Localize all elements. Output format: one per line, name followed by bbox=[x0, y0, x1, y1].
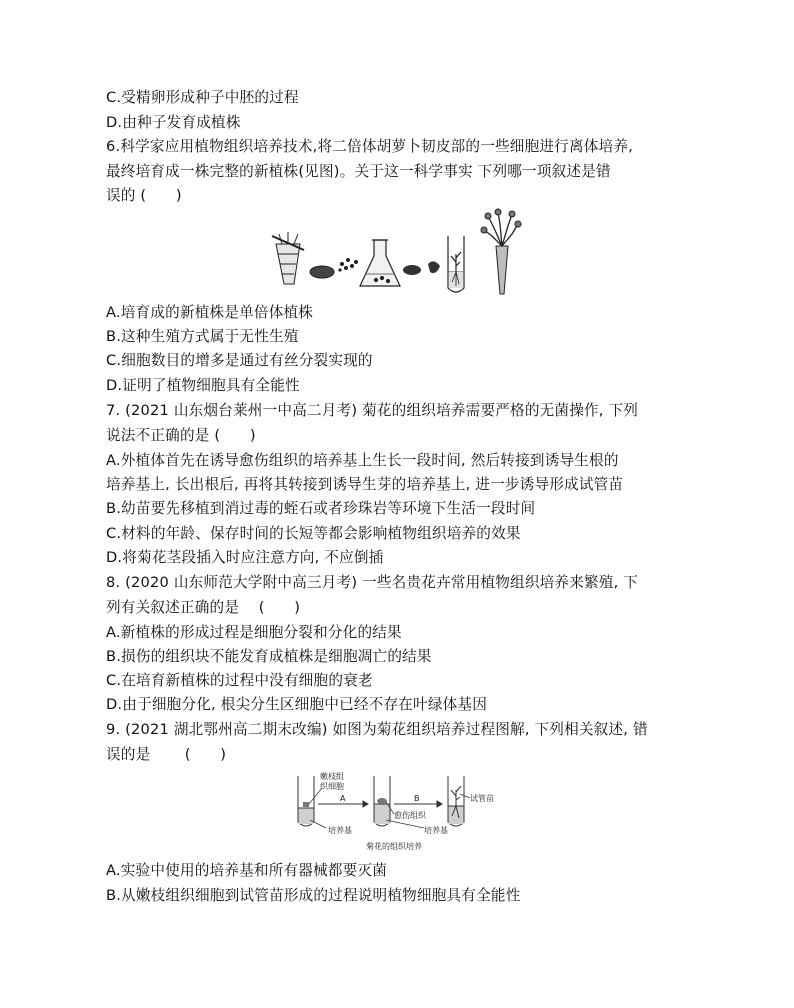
option-6d: D.证明了植物细胞具有全能性 bbox=[106, 377, 300, 394]
option-9b: B.从嫩枝组织细胞到试管苗形成的过程说明植物细胞具有全能性 bbox=[106, 887, 521, 904]
option-6b: B.这种生殖方式属于无性生殖 bbox=[106, 328, 299, 345]
flask-icon bbox=[360, 240, 400, 286]
option-7a-line-1: A.外植体首先在诱导愈伤组织的培养基上生长一段时间, 然后转接到诱导生根的 bbox=[106, 452, 619, 469]
option-7b: B.幼苗要先移植到消过毒的蛭石或者珍珠岩等环境下生活一段时间 bbox=[106, 500, 536, 517]
carrot-tissue-culture-figure bbox=[262, 206, 532, 298]
label-callus: 愈伤组织 bbox=[394, 811, 426, 820]
option-6a: A.培育成的新植株是单倍体植株 bbox=[106, 304, 314, 321]
question-6-line-2: 最终培育成一株完整的新植株(见图)。关于这一科学事实 下列哪一项叙述是错 bbox=[106, 163, 611, 180]
question-7-line-2: 说法不正确的是 ( ) bbox=[106, 427, 256, 444]
option-7d: D.将菊花茎段插入时应注意方向, 不应倒插 bbox=[106, 549, 384, 566]
question-7-line-1: 7. (2021 山东烟台莱州一中高二月考) 菊花的组织培养需要严格的无菌操作, 下列 bbox=[106, 402, 639, 419]
label-plantlet: 试管苗 bbox=[470, 794, 494, 803]
option-7c: C.材料的年龄、保存时间的长短等都会影响植物组织培养的效果 bbox=[106, 525, 521, 542]
question-9-line-2: 误的是 ( ) bbox=[106, 746, 227, 763]
tube-2-icon bbox=[374, 776, 390, 826]
arrow-b-head bbox=[437, 801, 442, 807]
chrysanthemum-culture-diagram bbox=[290, 770, 500, 852]
question-9-line-1: 9. (2021 湖北鄂州高二期末改编) 如图为菊花组织培养过程图解, 下列相关叙述, 错 bbox=[106, 721, 648, 738]
text-line-2: D.由种子发育成植株 bbox=[106, 114, 241, 131]
cell-dots-icon bbox=[338, 258, 358, 272]
carrot-section-icon bbox=[272, 232, 304, 284]
text-line-1: C.受精卵形成种子中胚的过程 bbox=[106, 89, 299, 106]
question-6-line-3: 误的 ( ) bbox=[106, 187, 182, 204]
arrow-a-head bbox=[363, 801, 368, 807]
carrot-culture-diagram bbox=[262, 206, 532, 298]
carrot-plant-icon bbox=[481, 209, 521, 294]
tube-3-icon bbox=[448, 776, 464, 826]
option-8a: A.新植株的形成过程是细胞分裂和分化的结果 bbox=[106, 624, 402, 641]
question-6-line-1: 6.科学家应用植物组织培养技术,将二倍体胡萝卜韧皮部的一些细胞进行离体培养, bbox=[106, 138, 633, 155]
label-tissue-line1: 嫩枝组 bbox=[320, 772, 344, 781]
label-arrow-b: B bbox=[414, 794, 420, 803]
tissue-disk-icon bbox=[310, 266, 334, 278]
option-8b: B.损伤的组织块不能发育成植株是细胞凋亡的结果 bbox=[106, 648, 432, 665]
test-tube-plantlet-icon bbox=[448, 236, 464, 292]
embryoid-icon bbox=[403, 265, 421, 275]
option-8d: D.由于细胞分化, 根尖分生区细胞中已经不存在叶绿体基因 bbox=[106, 696, 488, 713]
label-arrow-a: A bbox=[340, 794, 346, 803]
option-9a: A.实验中使用的培养基和所有器械都要灭菌 bbox=[106, 862, 388, 879]
option-8c: C.在培育新植株的过程中没有细胞的衰老 bbox=[106, 672, 373, 689]
option-7a-line-2: 培养基上, 长出根后, 再将其转接到诱导生芽的培养基上, 进一步诱导形成试管苗 bbox=[106, 476, 624, 493]
chrysanthemum-culture-figure bbox=[290, 770, 500, 852]
label-tissue-line2: 织细胞 bbox=[320, 782, 344, 791]
label-medium-1: 培养基 bbox=[328, 826, 352, 835]
option-6c: C.细胞数目的增多是通过有丝分裂实现的 bbox=[106, 352, 373, 369]
label-medium-2: 培养基 bbox=[424, 826, 448, 835]
figure-caption: 菊花的组织培养 bbox=[366, 842, 422, 851]
question-8-line-1: 8. (2020 山东师范大学附中高三月考) 一些名贵花卉常用植物组织培养来繁殖, 下 bbox=[106, 574, 639, 591]
question-8-line-2: 列有关叙述正确的是 ( ) bbox=[106, 599, 301, 616]
embryo-icon bbox=[428, 261, 440, 273]
